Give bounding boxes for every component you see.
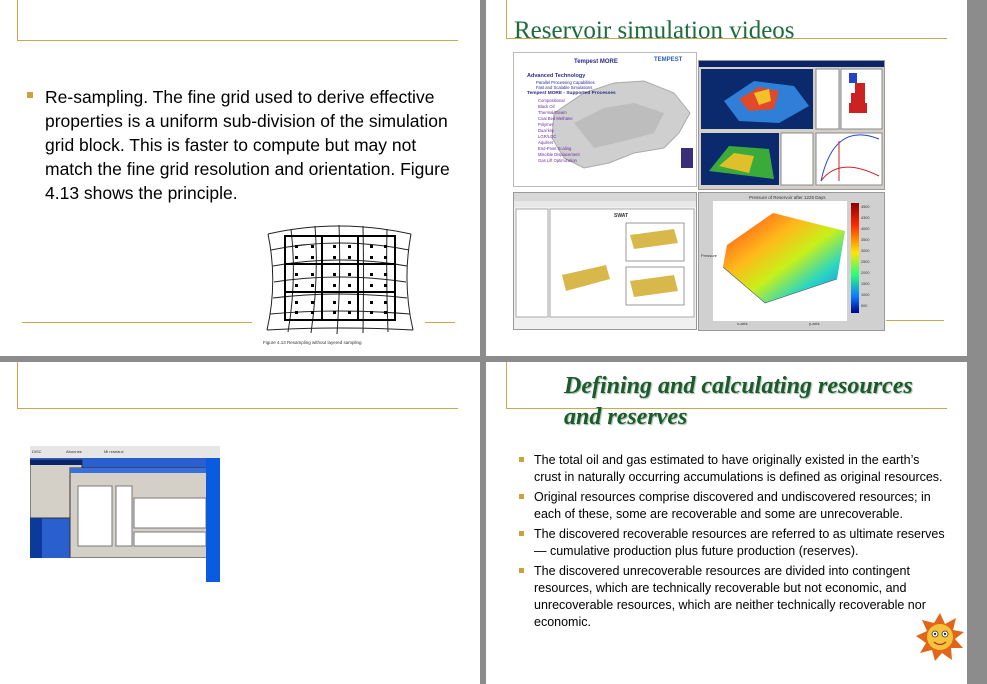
desktop-windows: [30, 458, 220, 582]
tempest-brand: TEMPEST: [654, 57, 683, 63]
colorbar-tick: 4300: [861, 216, 870, 220]
slide-corner-decoration: [17, 362, 458, 409]
tempest-item: Aquifers: [538, 140, 554, 145]
colorbar-tick: 3500: [861, 238, 870, 242]
sun-face-icon: [915, 612, 965, 662]
footer-rule: [886, 320, 944, 321]
pressure-surface-thumbnail[interactable]: [698, 192, 885, 331]
swat-label: SWAT: [614, 213, 629, 219]
tempest-item: Gas Lift Optimization: [538, 158, 577, 163]
colorbar-tick: 2500: [861, 260, 870, 264]
grid-figure: [253, 212, 423, 352]
pressure-ylabel: Pressure: [701, 253, 718, 258]
resampling-bullet-text: Re-sampling. The fine grid used to derive effective properties is a uniform sub-division of the simulation grid block. This is faster to compute but may not match the fine grid resolution and orientation. Figure 4.13 shows the principle.: [45, 87, 450, 203]
simulator-screenshot: [699, 61, 884, 189]
tempest-item: End-Point Scaling: [538, 146, 572, 151]
pressure-chart-title: Pressure of Reservoir after 1225 Days: [749, 195, 826, 200]
tempest-heading: Tempest MORE: [574, 59, 618, 65]
tempest-section2: Tempest MORE - Supported Processes: [527, 91, 616, 96]
tempest-item: Polymer: [538, 122, 554, 127]
slide-title: Defining and calculating resources and reserves: [564, 373, 913, 430]
colorbar-tick: 1000: [861, 293, 870, 297]
colorbar-tick: 3000: [861, 249, 870, 253]
colorbar-tick: 1500: [861, 282, 870, 286]
pressure-xlabel: x-axis: [737, 321, 748, 326]
pressure-colorbar-ticks: [861, 202, 881, 312]
tempest-item: Fast and Scalable Simulations: [536, 85, 593, 90]
colorbar-tick: 4500: [861, 205, 870, 209]
list-item: Original resources comprise discovered and undiscovered resources; in each of these, some are recoverable and some are unrecoverable.: [519, 489, 949, 523]
browser-toolbar: [30, 446, 220, 458]
footer-rule-left: [22, 322, 252, 323]
pressure-surface-plot: [699, 193, 884, 330]
swat-screenshot: [514, 193, 696, 329]
slide-desktop-video[interactable]: [0, 362, 480, 684]
toolbar-item: DISC: [32, 449, 42, 454]
tempest-item: Dual k/φ: [538, 128, 554, 133]
figure-caption: Figure 4.13 Resampling without layered sampling: [263, 340, 362, 345]
slide-simulation-videos[interactable]: [486, 0, 967, 356]
tempest-item: Compositional: [538, 98, 565, 103]
slide-title: Reservoir simulation videos: [514, 17, 795, 44]
simulator-video-thumbnail[interactable]: [698, 60, 885, 190]
desktop-screenshot-thumbnail[interactable]: [30, 446, 220, 582]
resampling-grid-diagram: [253, 212, 423, 352]
colorbar-tick: 4000: [861, 227, 870, 231]
footer-rule-right: [425, 322, 455, 323]
colorbar-tick: 2000: [861, 271, 870, 275]
slide-resampling[interactable]: [0, 0, 480, 356]
list-item: The total oil and gas estimated to have originally existed in the earth’s crust in naturally occurring accumulations is defined as original resources.: [519, 452, 949, 486]
tempest-video-thumbnail[interactable]: [513, 52, 697, 187]
toolbar-item: Mi reseaux: [104, 449, 124, 454]
tempest-item: LGR/LGC: [538, 134, 557, 139]
list-item: The discovered recoverable resources are referred to as ultimate reserves — cumulative production plus future production (reserves).: [519, 526, 949, 560]
tempest-item: Coal Bed Methane: [538, 116, 573, 121]
swat-video-thumbnail[interactable]: [513, 192, 697, 330]
slide-resources-reserves[interactable]: [486, 362, 967, 684]
slide-corner-decoration: [17, 0, 458, 41]
tempest-item: Thermal/Steam: [538, 110, 567, 115]
tempest-item: Black Oil: [538, 104, 555, 109]
resources-bullet-list: [519, 452, 949, 634]
tempest-item: Parallel Processing Capabilities: [536, 80, 595, 85]
tempest-item: Miscible Displacement: [538, 152, 580, 157]
colorbar-tick: 500: [861, 304, 868, 308]
tempest-section1: Advanced Technology: [527, 73, 586, 79]
list-item: The discovered unrecoverable resources are divided into contingent resources, which are technically recoverable but not economic, and unrecoverable resources, which are neither technically recoverable nor economic.: [519, 563, 949, 631]
bullet-marker: [27, 92, 33, 98]
toolbar-item: Abonnes: [66, 449, 82, 454]
pressure-ylabel2: y-axis: [809, 321, 820, 326]
